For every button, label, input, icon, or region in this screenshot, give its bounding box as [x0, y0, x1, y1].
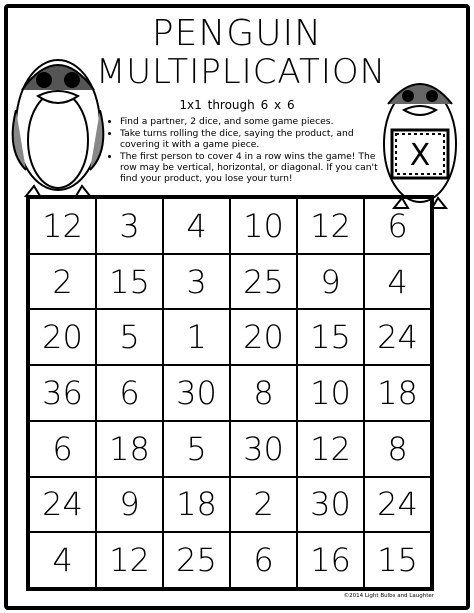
- board-cell[interactable]: 2: [29, 254, 96, 310]
- board-cell[interactable]: 2: [230, 477, 297, 533]
- board-cell[interactable]: 16: [297, 532, 364, 588]
- title-line-1: PENGUIN: [151, 13, 323, 54]
- board-cell[interactable]: 12: [96, 532, 163, 588]
- board-cell[interactable]: 30: [163, 365, 230, 421]
- board-cell[interactable]: 18: [163, 477, 230, 533]
- copyright-footer: ©2014 Light Bulbs and Laughter: [343, 593, 434, 599]
- board-cell[interactable]: 4: [163, 198, 230, 254]
- board-cell[interactable]: 4: [364, 254, 431, 310]
- instruction-item: • Take turns rolling the dice, saying the product, and covering it with a game piece.: [120, 128, 392, 150]
- board-cell[interactable]: 15: [364, 532, 431, 588]
- board-cell[interactable]: 8: [230, 365, 297, 421]
- board-cell[interactable]: 30: [297, 477, 364, 533]
- board-cell[interactable]: 10: [297, 365, 364, 421]
- board-cell[interactable]: 12: [297, 421, 364, 477]
- board-cell[interactable]: 12: [29, 198, 96, 254]
- board-cell[interactable]: 18: [364, 365, 431, 421]
- board-cell[interactable]: 24: [29, 477, 96, 533]
- subtitle: 1x1 through 6 x 6: [179, 98, 295, 112]
- board-cell[interactable]: 5: [96, 309, 163, 365]
- board-cell[interactable]: 25: [163, 532, 230, 588]
- board-cell[interactable]: 24: [364, 477, 431, 533]
- board-cell[interactable]: 15: [96, 254, 163, 310]
- sign-symbol: X: [409, 138, 431, 173]
- board-cell[interactable]: 3: [96, 198, 163, 254]
- board-cell[interactable]: 5: [163, 421, 230, 477]
- board-cell[interactable]: 6: [96, 365, 163, 421]
- board-cell[interactable]: 6: [230, 532, 297, 588]
- board-cell[interactable]: 25: [230, 254, 297, 310]
- title-line-2: MULTIPLICATION: [95, 52, 387, 92]
- instruction-item: • Find a partner, 2 dice, and some game pieces.: [120, 116, 392, 127]
- board-cell[interactable]: 15: [297, 309, 364, 365]
- board-cell[interactable]: 24: [364, 309, 431, 365]
- board-cell[interactable]: 10: [230, 198, 297, 254]
- board-cell[interactable]: 3: [163, 254, 230, 310]
- board-cell[interactable]: 6: [29, 421, 96, 477]
- board-cell[interactable]: 1: [163, 309, 230, 365]
- game-board: [26, 195, 434, 591]
- board-cell[interactable]: 20: [230, 309, 297, 365]
- board-cell[interactable]: 9: [297, 254, 364, 310]
- board-cell[interactable]: 30: [230, 421, 297, 477]
- board-cell[interactable]: 8: [364, 421, 431, 477]
- board-cell[interactable]: 36: [29, 365, 96, 421]
- board-cell[interactable]: 4: [29, 532, 96, 588]
- instruction-item: • The first person to cover 4 in a row wins the game! The row may be vertical, horizontal, or diagonal. If you can't find your product, you lose your turn!: [120, 151, 392, 184]
- board-cell[interactable]: 20: [29, 309, 96, 365]
- board-cell[interactable]: 18: [96, 421, 163, 477]
- board-cell[interactable]: 9: [96, 477, 163, 533]
- instructions-list: [108, 116, 392, 185]
- board-cell[interactable]: 6: [364, 198, 431, 254]
- board-cell[interactable]: 12: [297, 198, 364, 254]
